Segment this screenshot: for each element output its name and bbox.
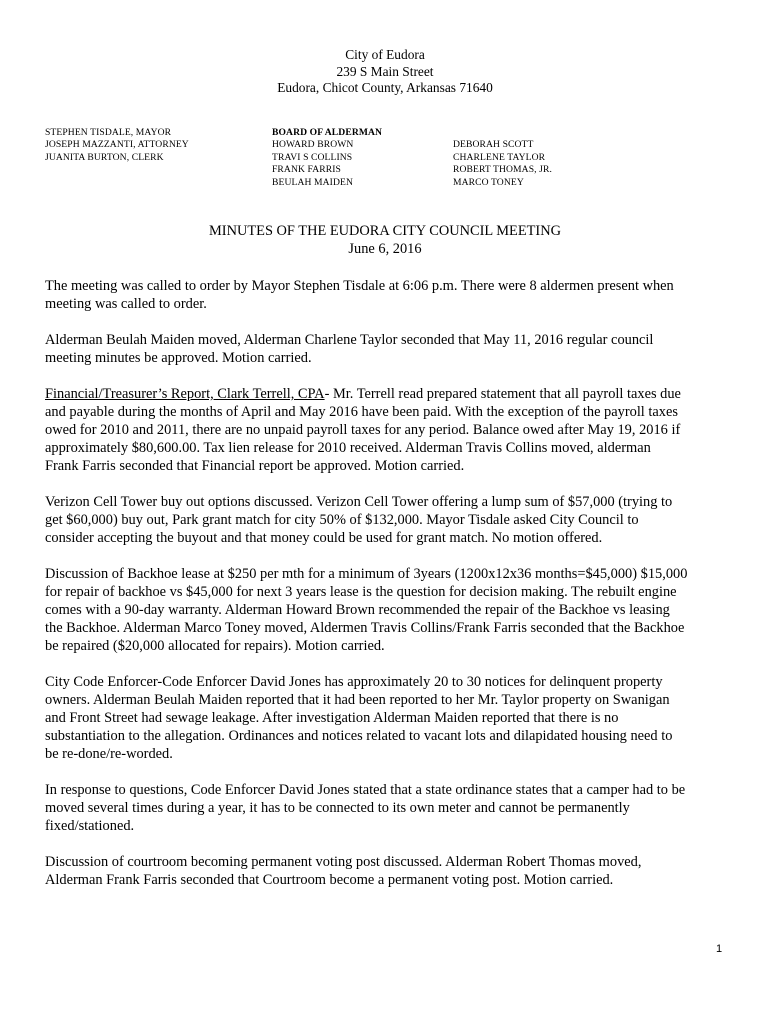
official-clerk: JUANITA BURTON, CLERK [45, 151, 164, 163]
paragraph-line: and payable during the months of April and May 2016 have been paid. With the exception of the payroll taxes [45, 404, 678, 420]
alderman-name: CHARLENE TAYLOR [453, 151, 546, 163]
paragraph-line: owners. Alderman Beulah Maiden reported that it had been reported to her Mr. Taylor property on Swanigan [45, 692, 670, 708]
alderman-name: MARCO TONEY [453, 176, 524, 188]
paragraph-code-enforcer [45, 673, 735, 763]
paragraph-line: owed for 2010 and 2011, there are no unpaid payroll taxes for any period. Balance owed after May 19, 2016 if [45, 422, 681, 438]
paragraph-line: comes with a 90-day warranty. Alderman Howard Brown recommended the repair of the Backhoe vs leasing [45, 602, 670, 618]
paragraph-line: consider accepting the buyout and that money could be used for grant match. No motion offered. [45, 530, 603, 546]
paragraph-financial-report [45, 385, 735, 475]
paragraph-line: be repaired ($20,000 allocated for repairs). Motion carried. [45, 638, 385, 654]
paragraph-line: and Front Street had sewage leakage. After investigation Alderman Maiden reported that there is no [45, 710, 619, 726]
alderman-name: BEULAH MAIDEN [272, 176, 353, 188]
board-of-alderman-column-2 [453, 139, 552, 189]
paragraph-line: meeting minutes be approved. Motion carried. [45, 350, 312, 366]
paragraph-line: approximately $80,600.00. Tax lien release for 2010 received. Alderman Travis Collins moved, alderman [45, 440, 651, 456]
paragraph-camper-ordinance [45, 781, 735, 835]
paragraph-line: for repair of backhoe vs $45,000 for next 3 years lease is the question for decision making. The rebuilt engine [45, 584, 677, 600]
letterhead [0, 47, 770, 97]
paragraph-line: Frank Farris seconded that Financial report be approved. Motion carried. [45, 458, 465, 474]
paragraph-line: Discussion of Backhoe lease at $250 per mth for a minimum of 3years (1200x12x36 months=$45,000) $15,000 [45, 566, 688, 582]
letterhead-location: Eudora, Chicot County, Arkansas 71640 [277, 80, 493, 95]
paragraph-line: the Backhoe. Alderman Marco Toney moved, Aldermen Travis Collins/Frank Farris seconded that the Backhoe [45, 620, 685, 636]
alderman-name: TRAVI S COLLINS [272, 151, 353, 163]
alderman-name: DEBORAH SCOTT [453, 139, 534, 151]
alderman-name: FRANK FARRIS [272, 164, 341, 176]
financial-report-intro: - Mr. Terrell read prepared statement that all payroll taxes due [324, 386, 681, 402]
paragraph-line: meeting was called to order. [45, 296, 207, 312]
paragraph-call-to-order [45, 277, 735, 313]
paragraph-line: In response to questions, Code Enforcer David Jones stated that a state ordinance states that a camper had to be [45, 782, 686, 798]
paragraph-backhoe [45, 565, 735, 655]
paragraph-line [45, 385, 735, 403]
official-attorney: JOSEPH MAZZANTI, ATTORNEY [45, 139, 189, 151]
paragraph-line: Alderman Frank Farris seconded that Courtroom become a permanent voting post. Motion carried. [45, 872, 614, 888]
official-mayor: STEPHEN TISDALE, MAYOR [45, 127, 172, 138]
minutes-date: June 6, 2016 [348, 240, 422, 257]
letterhead-street: 239 S Main Street [336, 63, 434, 79]
board-heading: BOARD OF ALDERMAN [272, 127, 383, 138]
officials-list [45, 127, 189, 164]
letterhead-city: City of Eudora [345, 47, 425, 62]
paragraph-line: Verizon Cell Tower buy out options discussed. Verizon Cell Tower offering a lump sum of $57,000 (trying to [45, 494, 673, 510]
financial-report-heading: Financial/Treasurer’s Report, Clark Terrell, CPA [45, 386, 325, 402]
minutes-title: MINUTES OF THE EUDORA CITY COUNCIL MEETING [208, 223, 562, 239]
paragraph-line: Discussion of courtroom becoming permanent voting post discussed. Alderman Robert Thomas moved, [45, 854, 642, 870]
paragraph-minutes-approval [45, 331, 735, 367]
paragraph-line: The meeting was called to order by Mayor Stephen Tisdale at 6:06 p.m. There were 8 aldermen present when [45, 278, 674, 294]
paragraph-verizon-tower [45, 493, 735, 547]
paragraph-line: moved several times during a year, it has to be connected to its own meter and cannot be permanently [45, 800, 630, 816]
alderman-name: HOWARD BROWN [272, 139, 354, 151]
paragraph-line: get $60,000) buy out, Park grant match for city 50% of $132,000. Mayor Tisdale asked City Council to [45, 512, 639, 528]
minutes-heading [0, 223, 770, 259]
minutes-body [45, 277, 735, 907]
paragraph-line: fixed/stationed. [45, 818, 135, 834]
alderman-name: ROBERT THOMAS, JR. [453, 164, 552, 176]
paragraph-line: be re-done/re-worded. [45, 746, 173, 762]
paragraph-line: City Code Enforcer-Code Enforcer David Jones has approximately 20 to 30 notices for delinquent property [45, 674, 663, 690]
page-number: 1 [716, 943, 723, 955]
paragraph-line: substantiation to the allegation. Ordinances and notices related to vacant lots and dilapidated housing need to [45, 728, 673, 744]
paragraph-voting-post [45, 853, 735, 889]
board-of-alderman-column-1 [272, 127, 382, 189]
paragraph-line: Alderman Beulah Maiden moved, Alderman Charlene Taylor seconded that May 11, 2016 regular council [45, 332, 654, 348]
